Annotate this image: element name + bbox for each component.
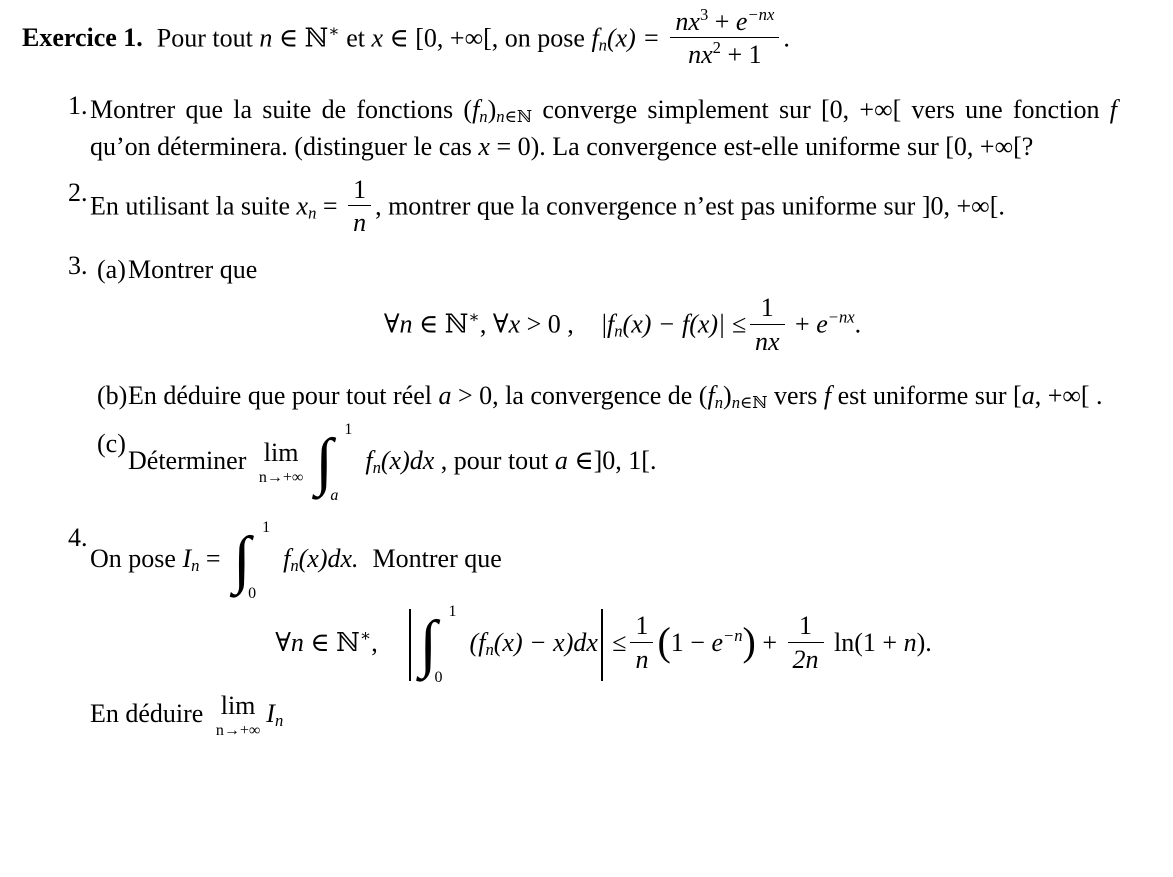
display-equation-3a [128,293,1117,357]
subscript: n [485,639,494,659]
math-run: + [755,627,784,657]
math-run: . [854,309,862,339]
text-run: , +∞[ . [1034,380,1103,410]
math-run: > 0 , [520,309,574,339]
math-run: ln(1 + [827,627,904,657]
math-run: = [316,191,345,221]
text-run: En déduire [90,698,210,728]
item-3c-body [128,420,1117,504]
subscript [732,393,768,412]
math-run: nx [688,40,713,70]
math-run: ) [487,94,497,124]
superscript: ∗ [328,21,340,41]
item-3b [90,377,1117,415]
text-run: converge simplement sur [0, +∞[ vers une fonction [532,94,1110,124]
math-var: f [1109,94,1117,124]
math-run: nx [675,7,700,36]
subitem-label: (b) [97,380,128,410]
integral-upper-bound: 1 [262,518,271,536]
limit-subscript: n→+∞ [215,721,261,739]
math-run: ∈ℕ [740,393,768,412]
math-var: a [554,445,568,475]
limit-word: lim [263,437,299,467]
text-run: vers [767,380,824,410]
text-run: Montrer que [128,254,258,284]
superscript: −nx [747,5,775,25]
text-run: qu’on déterminera. (distinguer le cas [90,132,479,162]
right-paren: ) [742,618,756,664]
math-run: ∀ [275,627,291,657]
superscript: ∗ [359,625,372,645]
subscript: n [308,203,317,223]
integral-upper-bound: 1 [344,420,353,438]
item-number: 1. [68,90,88,120]
fraction-denominator [788,642,824,673]
text-run: , pour tout [434,445,555,475]
math-var: x [371,23,384,53]
fraction-numerator: 1 [799,611,813,641]
item-1-text [90,91,1117,166]
integral-sign: ∫ [233,523,251,595]
integral-sign: ∫ [419,607,438,679]
fraction [788,612,824,673]
text-run: Déterminer [128,445,253,475]
math-run: + [788,309,817,339]
math-var: n [290,627,304,657]
text-run: et [339,23,372,53]
text-run: Montrer que [372,543,502,573]
subscript: n [479,106,488,126]
math-run: (x)| ≤ [689,309,746,339]
integral-lower-bound: 0 [434,668,443,686]
limit-subscript: n→+∞ [258,468,304,486]
fraction-denominator: n [630,642,653,673]
math-var: x [478,132,490,162]
item-4-body [90,518,1117,739]
math-run: + 1 [720,40,762,70]
item-2 [22,174,1117,239]
math-var: f [472,94,480,124]
math-run: ∈ ℕ [412,309,469,339]
math-var: f [591,23,599,53]
subscript: n [598,35,607,55]
math-var: I [182,543,192,573]
math-var: f [681,309,690,339]
exercise-items [22,91,1117,739]
subscript: n [372,457,381,477]
math-var: f [823,380,832,410]
integral [233,518,281,602]
text-run: Pour tout [156,23,260,53]
math-run: , [371,627,378,657]
math-run: ∈ [0, +∞[, on pose [383,23,592,53]
fraction-denominator: nx [750,324,785,355]
fraction-denominator: n [348,205,371,236]
item-4-outro [90,690,1117,739]
item-4-intro [90,518,1117,602]
item-number: 4. [68,522,88,552]
math-var: x [296,191,309,221]
math-run: = [199,543,228,573]
math-run: ∈ℕ [504,106,533,126]
item-3c [90,420,1117,504]
subscript: n [714,393,724,412]
math-var: e [735,7,748,36]
exercise-label: Exercice 1. [22,23,143,53]
text-run: est uniforme sur [ [831,380,1022,410]
math-var: f [365,445,373,475]
math-run: (x)dx [380,445,435,475]
math-var: f [283,543,291,573]
math-run: (f [469,627,486,657]
math-var: I [266,698,275,728]
item-number: 2. [68,177,88,207]
math-var: a [1021,380,1035,410]
integral-lower-bound: a [330,486,339,504]
math-var: n [259,23,273,53]
text-run: On pose [90,543,183,573]
fraction-denominator [670,37,779,68]
item-1 [22,91,1117,166]
item-3 [22,251,1117,511]
limit-word: lim [220,690,256,720]
subscript [496,107,532,126]
fraction-numerator: 1 [760,293,774,323]
item-number: 3. [68,250,88,280]
math-var: n [731,393,740,412]
text-run: . [783,23,790,53]
text-run: En utilisant la suite [90,191,297,221]
superscript: 2 [712,38,721,58]
math-run: ). [916,627,932,657]
item-3a [90,251,1117,367]
math-run: ∀ [383,309,400,339]
integral [315,420,363,504]
item-3b-body [128,377,1117,415]
math-var: n [496,106,505,126]
text-run: Montrer que la suite de fonctions ( [90,94,473,124]
math-run: (x)dx. [298,543,359,573]
math-run: ∈ ℕ [303,627,360,657]
superscript: −nx [827,307,855,327]
math-run: 1 − [670,627,712,657]
integral-upper-bound: 1 [448,602,457,620]
math-run: (x) − [622,309,682,339]
text-run: , montrer que la convergence n’est pas uniforme sur ]0, +∞[. [375,191,1005,221]
text-run: = 0). La convergence est-elle uniforme sur [0, +∞[? [489,132,1034,162]
math-var: f [707,380,715,410]
limit [215,690,261,739]
text-run: En déduire que pour tout réel [128,380,439,410]
vertical-bar [409,609,411,681]
exercise-header [22,5,1167,71]
limit [258,437,304,486]
math-var: f [607,309,615,339]
math-run: (x) − x)dx [493,627,598,657]
integral [419,602,468,686]
fraction-numerator [670,5,779,37]
math-run: , ∀ [479,309,509,339]
fraction-numerator: 1 [635,611,649,641]
math-var: x [508,309,521,339]
math-run: | [601,309,607,339]
item-3a-body [128,251,1117,367]
vertical-bar [601,609,603,681]
math-var: e [816,309,828,339]
math-var: a [438,380,452,410]
text-run: > 0, la convergence de ( [451,380,708,410]
integral-lower-bound: 0 [248,584,257,602]
subitem-label: (a) [97,254,126,284]
math-var: e [711,627,724,657]
math-run: + [708,7,736,36]
subscript: n [614,321,623,341]
integral-sign: ∫ [315,425,333,497]
fraction [750,294,785,355]
math-run: 2n [792,644,819,674]
fraction-numerator: 1 [353,174,367,204]
left-paren: ( [657,618,671,664]
item-3-body [90,251,1117,511]
fraction [670,5,779,70]
item-2-text [90,174,1117,239]
math-var: n [903,627,917,657]
superscript: 3 [699,5,709,25]
fraction [348,176,371,237]
math-run: ∈ ℕ [272,23,329,53]
math-run: ≤ [612,627,627,657]
subitem-label: (c) [97,428,126,458]
math-var: n [399,309,413,339]
superscript: ∗ [468,307,480,327]
subscript: n [290,555,299,575]
superscript: −n [723,625,743,645]
math-run: (x) = [606,23,667,53]
display-equation-4 [90,602,1117,686]
math-run: ∈]0, 1[. [567,445,657,475]
subscript: n [191,555,200,575]
fraction [630,612,653,673]
subscript: n [274,710,284,730]
math-run: ) [723,380,732,410]
item-4 [22,518,1117,739]
